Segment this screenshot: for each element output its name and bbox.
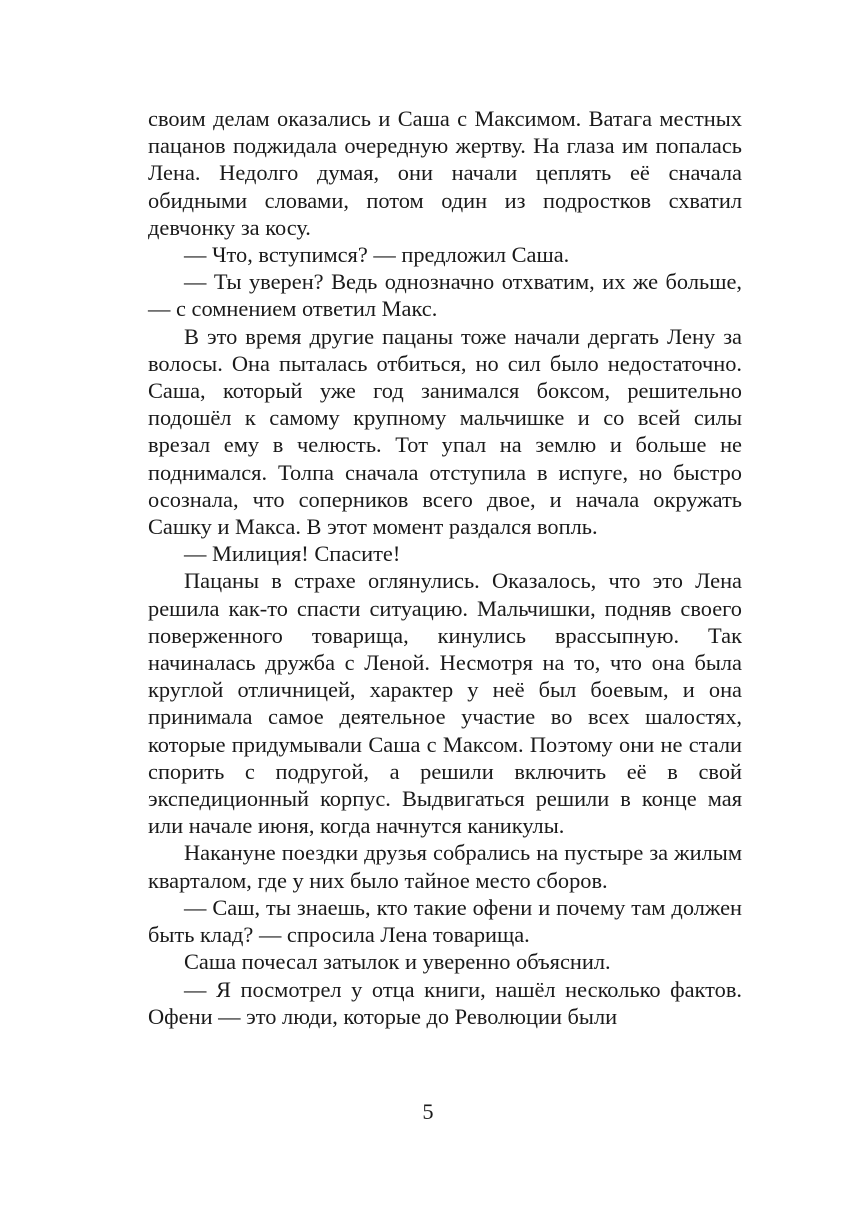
paragraph-2: — Что, вступимся? — предложил Саша.: [184, 242, 570, 268]
paragraph-8: — Саш, ты знаешь, кто такие офени и почему там должен быть клад? — спросила Лена товарища.: [148, 894, 742, 948]
paragraph-5: — Милиция! Спасите!: [184, 541, 401, 567]
paragraph-4: В это время другие пацаны тоже начали дергать Лену за волосы. Она пыталась отбиться, но сил было недостаточно. Саша, который уже год занимался боксом, решительно подошёл к самому крупному мальчишке и со всей силы врезал ему в челюсть. Тот упал на землю и больше не поднимался. Толпа сначала отступила в испуге, но быстро осознала, что соперников всего двое, и начала окружать Сашку и Макса. В этот момент раздался вопль.: [148, 323, 742, 540]
page-number: 5: [422, 1099, 434, 1124]
paragraph-1: своим делам оказались и Саша с Максимом. Ватага местных пацанов поджидала очередную жертву. На глаза им попалась Лена. Недолго думая, они начали цеплять её сначала обидными словами, потом один из подростков схватил девчонку за косу.: [148, 106, 742, 240]
paragraph-7: Накануне поездки друзья собрались на пустыре за жилым кварталом, где у них было тайное место сборов.: [148, 840, 742, 893]
paragraph-10: — Я посмотрел у отца книги, нашёл несколько фактов. Офени — это люди, которые до Революции были: [148, 976, 742, 1029]
paragraph-6: Пацаны в страхе оглянулись. Оказалось, что это Лена решила как-то спасти ситуацию. Мальчишки, подняв своего поверженного товарища, кинулись врассыпную. Так начиналась дружба с Леной. Несмотря на то, что она была круглой отличницей, характер у неё был боевым, и она принимала самое деятельное участие во всех шалостях, которые придумывали Саша с Максом. Поэтому они не стали спорить с подругой, а решили включить её в свой экспедиционный корпус. Выдвигаться решили в конце мая или начале июня, когда начнутся каникулы.: [148, 568, 742, 839]
paragraph-3: — Ты уверен? Ведь однозначно отхватим, их же больше, — с сомнением ответил Макс.: [148, 269, 742, 322]
body-text: [148, 105, 742, 1030]
paragraph-9: Саша почесал затылок и уверенно объяснил.: [184, 949, 611, 975]
